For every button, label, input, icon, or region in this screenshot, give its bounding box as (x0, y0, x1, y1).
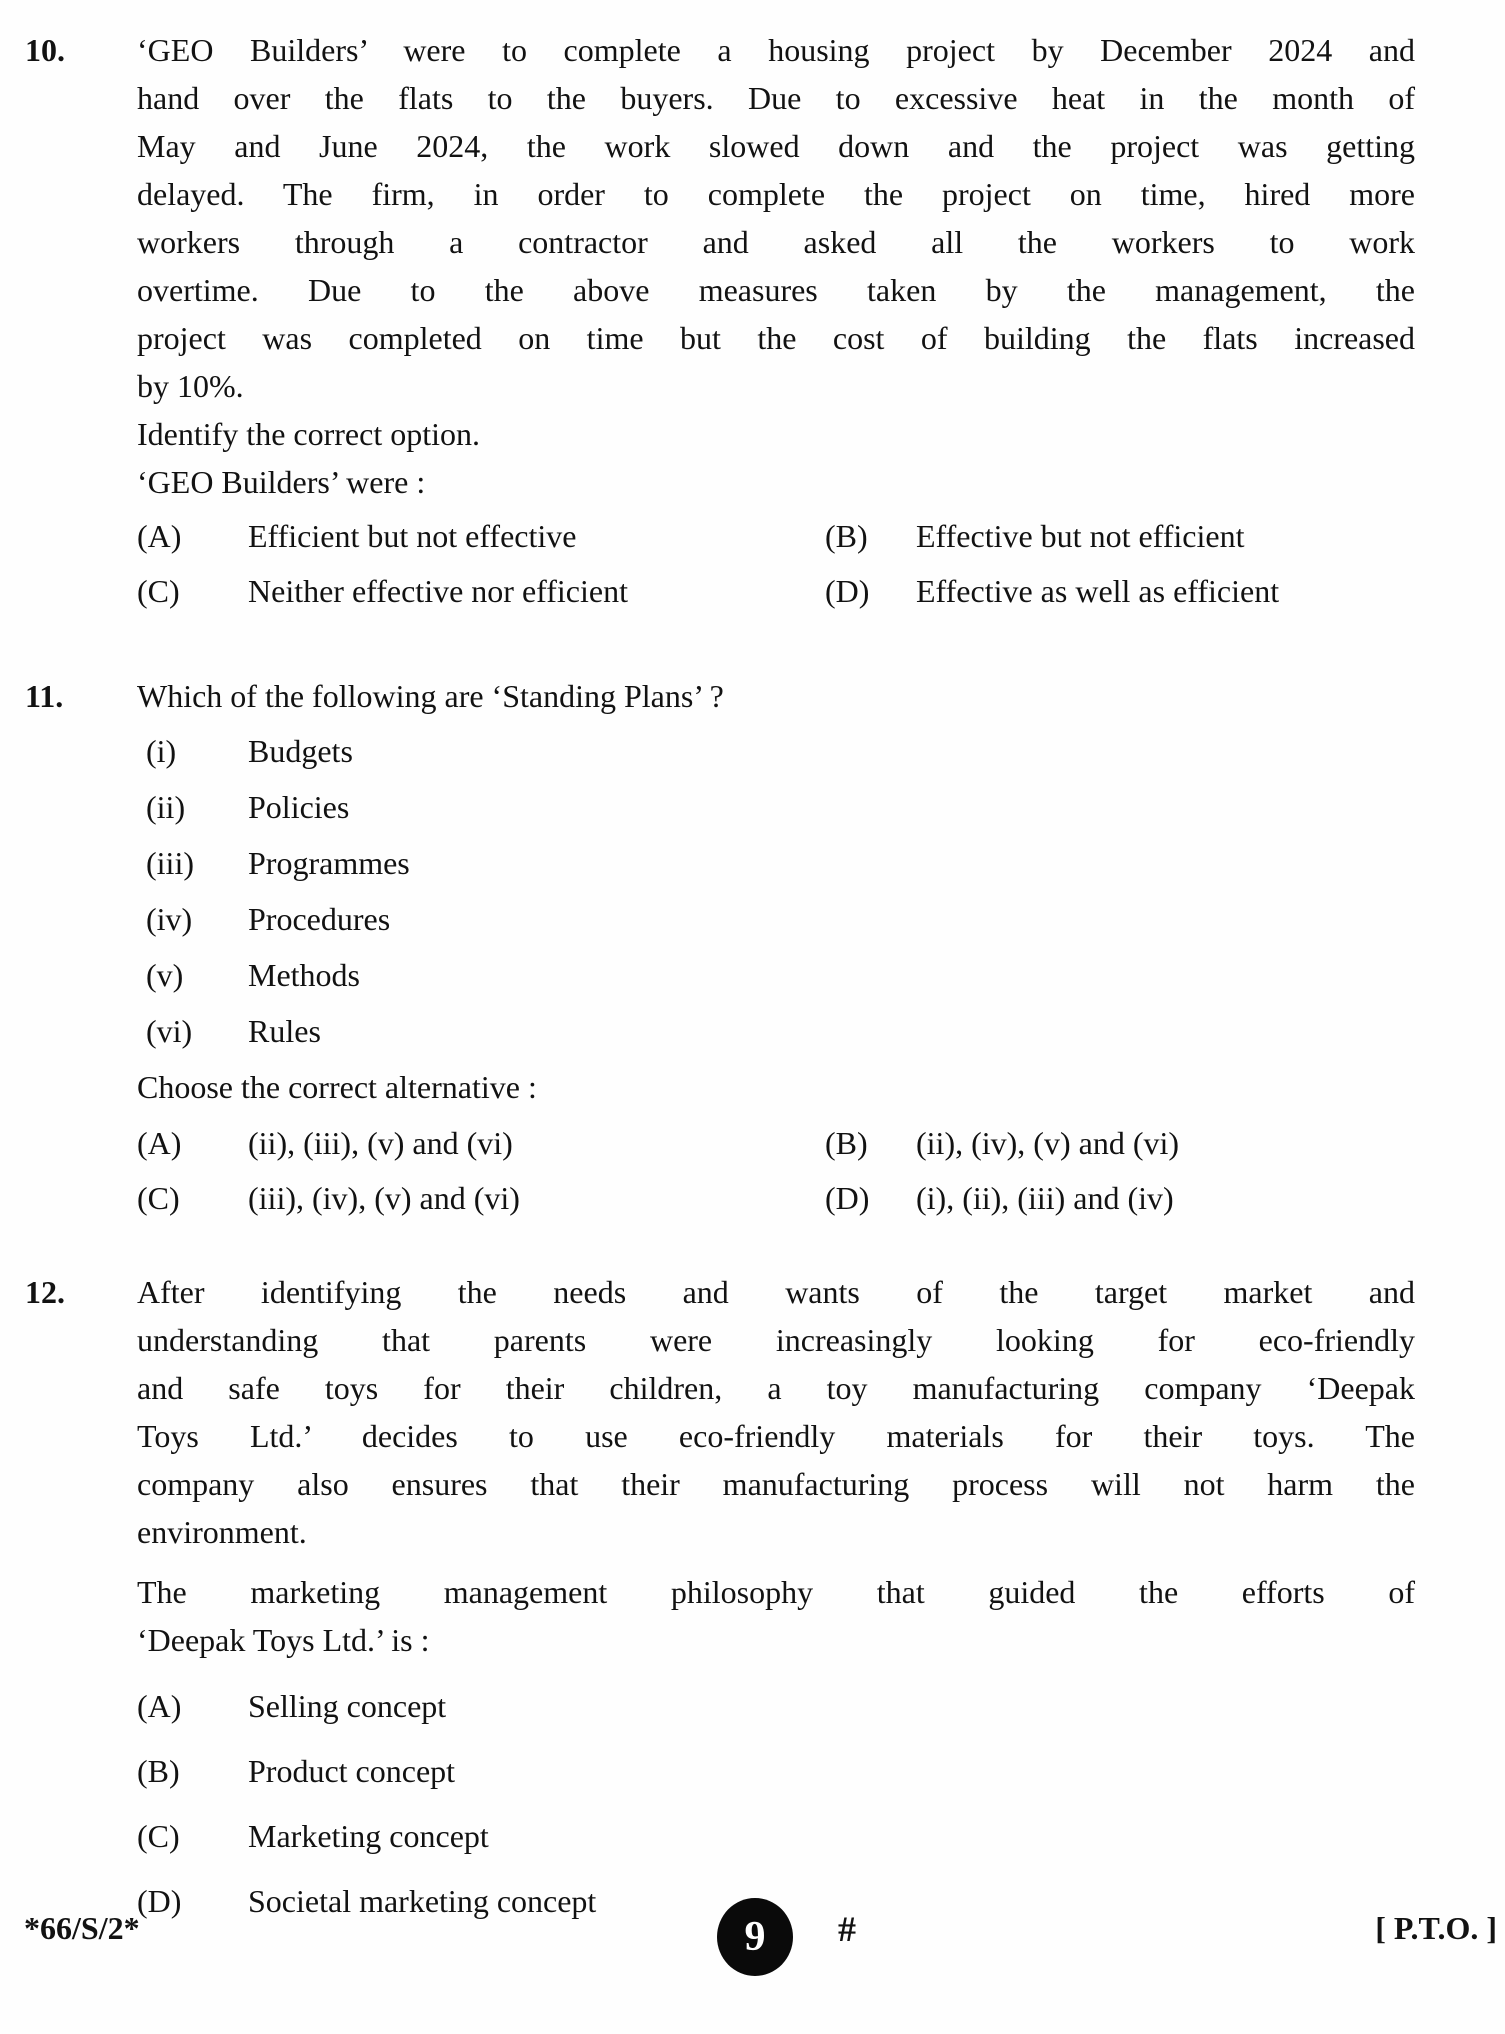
option-row (137, 1682, 1415, 1730)
option-label: (A) (137, 1125, 182, 1161)
question-10-paragraph-line: hand over the flats to the buyers. Due to excessive heat in the month of (137, 80, 1415, 116)
list-item (146, 895, 1415, 943)
list-item-text: Rules (248, 1013, 321, 1049)
question-11-options (137, 1119, 1415, 1222)
list-item-label: (i) (146, 733, 177, 769)
hash-mark: # (838, 1909, 856, 1949)
list-item (146, 1007, 1415, 1055)
option-label: (C) (137, 1180, 180, 1216)
question-10-paragraph-line: project was completed on time but the cost of building the flats increased (137, 320, 1415, 356)
option-row (137, 1812, 1415, 1860)
option-text: Societal marketing concept (248, 1883, 597, 1919)
question-12-paragraph-line: Toys Ltd.’ decides to use eco-friendly materials for their toys. The (137, 1418, 1415, 1454)
question-12-options (137, 1682, 1415, 1925)
option-label: (C) (137, 1818, 180, 1854)
option-label: (B) (825, 518, 868, 554)
question-12-stem (137, 1568, 1415, 1664)
question-12-paragraph-line: and safe toys for their children, a toy manufacturing company ‘Deepak (137, 1370, 1415, 1406)
question-12-stem-line: ‘Deepak Toys Ltd.’ is : (137, 1622, 430, 1658)
question-10-paragraph-line: overtime. Due to the above measures taken by the management, the (137, 272, 1415, 308)
list-item (146, 727, 1415, 775)
question-10-paragraph-line: ‘GEO Builders’ were to complete a housing project by December 2024 and (137, 32, 1415, 68)
option-text: Product concept (248, 1753, 456, 1789)
question-10-number: 10. (25, 32, 65, 68)
option-label: (D) (825, 573, 870, 609)
question-10 (0, 26, 1505, 615)
option-text: Effective but not efficient (916, 518, 1245, 554)
option-label: (B) (137, 1753, 180, 1789)
question-12-paragraph-line: environment. (137, 1514, 307, 1550)
question-12-paragraph-line: company also ensures that their manufacturing process will not harm the (137, 1466, 1415, 1502)
option-text: Efficient but not effective (248, 518, 577, 554)
question-11-list (137, 727, 1415, 1055)
option-text: (iii), (iv), (v) and (vi) (248, 1180, 520, 1216)
question-10-prompt: Identify the correct option. (137, 416, 480, 452)
option-text: (i), (ii), (iii) and (iv) (916, 1180, 1174, 1216)
option-text: Selling concept (248, 1688, 447, 1724)
question-11 (0, 672, 1505, 1222)
question-10-stem: ‘GEO Builders’ were : (137, 464, 426, 500)
option-text: (ii), (iii), (v) and (vi) (248, 1125, 513, 1161)
list-item-text: Procedures (248, 901, 391, 937)
question-12-paragraph-line: After identifying the needs and wants of the target market and (137, 1274, 1415, 1310)
option-text: Neither effective nor efficient (248, 573, 628, 609)
question-12-body (137, 1268, 1415, 1925)
question-10-paragraph-line: by 10%. (137, 368, 244, 404)
option-text: (ii), (iv), (v) and (vi) (916, 1125, 1180, 1161)
question-10-body (137, 26, 1415, 615)
question-11-stem: Which of the following are ‘Standing Plans’ ? (137, 678, 724, 714)
question-11-prompt: Choose the correct alternative : (137, 1069, 537, 1105)
list-item-label: (iv) (146, 901, 193, 937)
option-label: (C) (137, 573, 180, 609)
option-label: (B) (825, 1125, 868, 1161)
option-label: (A) (137, 518, 182, 554)
option-label: (D) (137, 1883, 182, 1919)
option-text: Effective as well as efficient (916, 573, 1280, 609)
question-10-paragraph-line: workers through a contractor and asked all the workers to work (137, 224, 1415, 260)
option-row (137, 1747, 1415, 1795)
list-item-label: (vi) (146, 1013, 193, 1049)
option-label: (A) (137, 1688, 182, 1724)
option-text: Marketing concept (248, 1818, 489, 1854)
questions-area (0, 26, 1505, 1925)
list-item-text: Budgets (248, 733, 353, 769)
question-12 (0, 1268, 1505, 1925)
pto-label: [ P.T.O. ] (1375, 1910, 1497, 1946)
list-item-text: Policies (248, 789, 350, 825)
list-item (146, 839, 1415, 887)
question-10-paragraph-line: delayed. The firm, in order to complete the project on time, hired more (137, 176, 1415, 212)
list-item-text: Programmes (248, 845, 410, 881)
question-12-stem-line: The marketing management philosophy that guided the efforts of (137, 1574, 1415, 1610)
question-12-number: 12. (25, 1274, 65, 1310)
page-number-badge (717, 1898, 793, 1976)
question-11-body (137, 672, 1415, 1222)
question-10-paragraph-line: May and June 2024, the work slowed down and the project was getting (137, 128, 1415, 164)
question-11-number: 11. (25, 678, 64, 714)
list-item-text: Methods (248, 957, 360, 993)
list-item (146, 783, 1415, 831)
list-item-label: (iii) (146, 845, 194, 881)
page-number: 9 (744, 1914, 766, 1960)
list-item-label: (v) (146, 957, 184, 993)
list-item-label: (ii) (146, 789, 186, 825)
paper-code: *66/S/2* (24, 1910, 140, 1946)
list-item (146, 951, 1415, 999)
option-label: (D) (825, 1180, 870, 1216)
question-10-options (137, 512, 1415, 615)
question-12-paragraph-line: understanding that parents were increasingly looking for eco-friendly (137, 1322, 1415, 1358)
